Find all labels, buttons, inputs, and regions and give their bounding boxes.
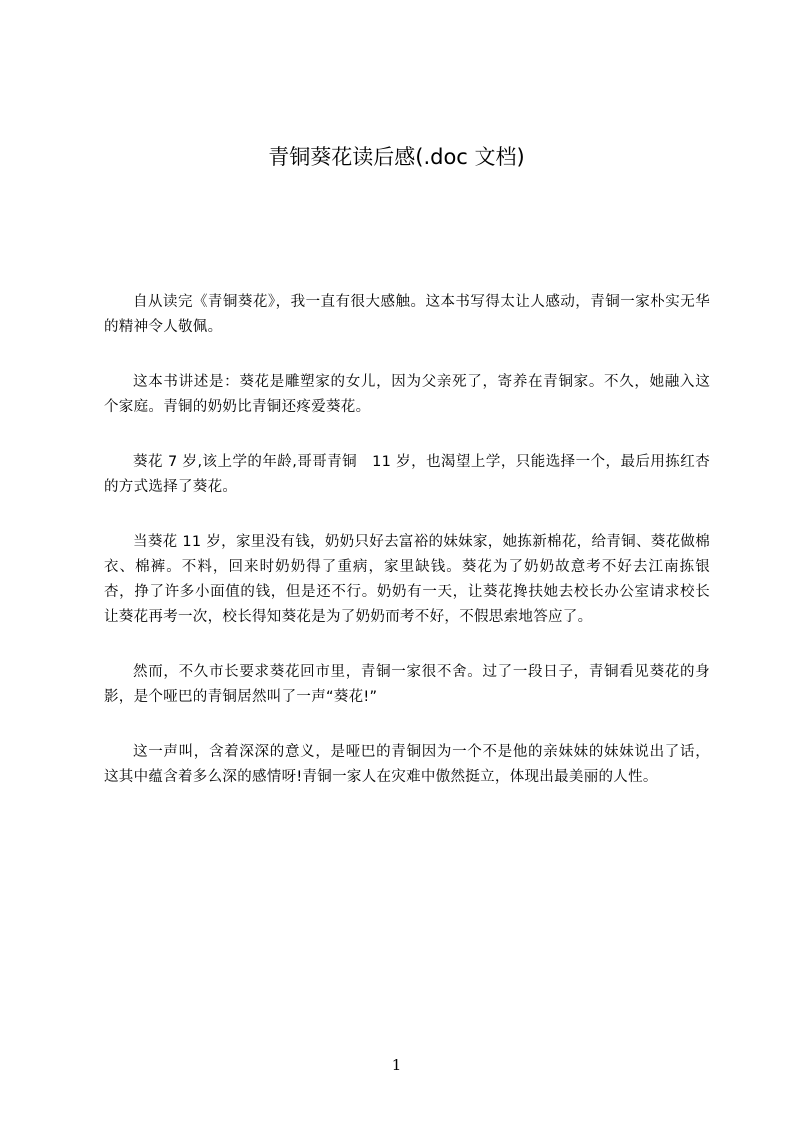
paragraph: 当葵花 11 岁，家里没有钱，奶奶只好去富裕的妹妹家，她拣新棉花，给青铜、葵花做棉衣、棉裤。不料，回来时奶奶得了重病，家里缺钱。葵花为了奶奶故意考不好去江南拣银杏，挣了许多小面值的钱，但是还不行。奶奶有一天，让葵花搀扶她去校长办公室请求校长让葵花再考一次，校长得知葵花是为了奶奶而考不好，不假思索地答应了。	[104, 534, 710, 625]
paragraph: 葵花 7 岁,该上学的年龄,哥哥青铜 11 岁，也渴望上学，只能选择一个，最后用拣红杏的方式选择了葵花。	[104, 454, 710, 495]
document-body	[104, 290, 710, 820]
paragraph: 自从读完《青铜葵花》，我一直有很大感触。这本书写得太让人感动，青铜一家朴实无华的精神令人敬佩。	[104, 294, 710, 335]
document-title: 青铜葵花读后感(.doc 文档)	[268, 145, 525, 169]
paragraph: 然而，不久市长要求葵花回市里，青铜一家很不舍。过了一段日子，青铜看见葵花的身影，是个哑巴的青铜居然叫了一声“葵花!”	[104, 664, 710, 705]
paragraph: 这本书讲述是：葵花是雕塑家的女儿，因为父亲死了，寄养在青铜家。不久，她融入这个家庭。青铜的奶奶比青铜还疼爱葵花。	[104, 374, 710, 415]
page-number: 1	[391, 1056, 402, 1074]
paragraph: 这一声叫，含着深深的意义，是哑巴的青铜因为一个不是他的亲妹妹的妹妹说出了话，这其中蕴含着多么深的感情呀!青铜一家人在灾难中傲然挺立，体现出最美丽的人性。	[104, 744, 710, 785]
